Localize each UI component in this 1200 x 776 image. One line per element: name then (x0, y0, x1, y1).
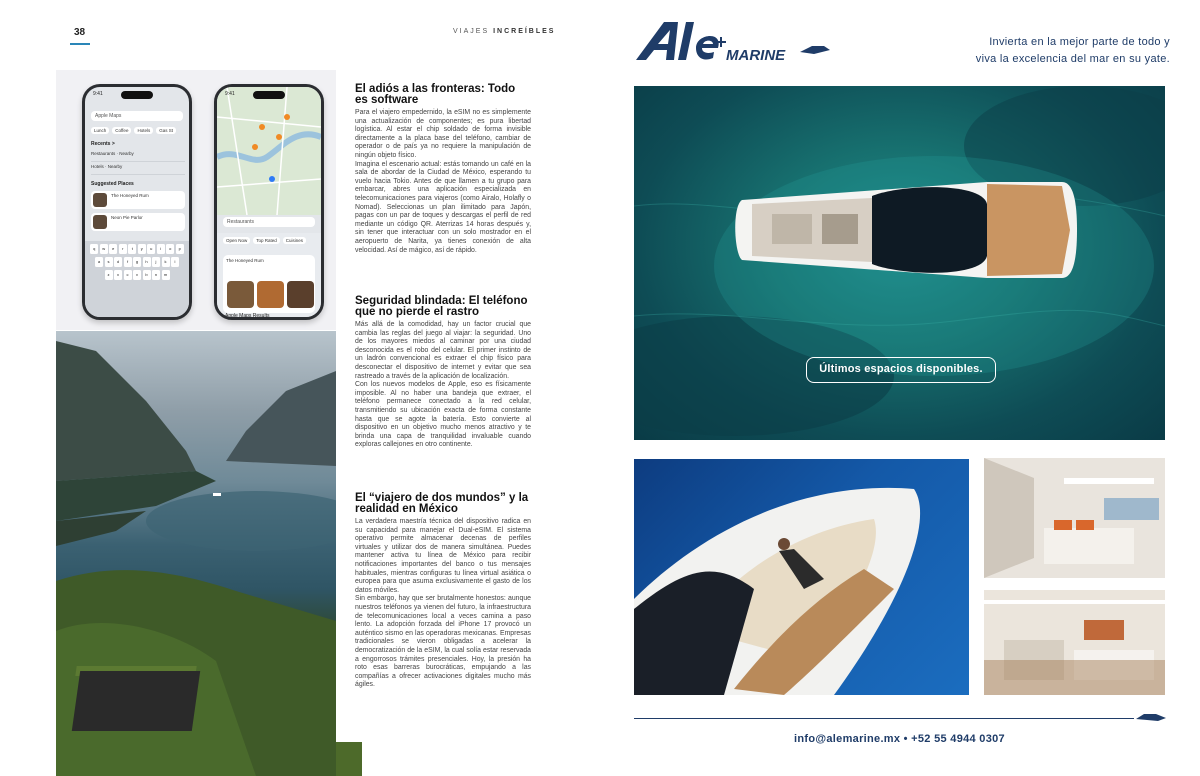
recents-heading: Recents > (91, 141, 115, 147)
article-section (355, 296, 531, 450)
keyboard-key: t (128, 244, 136, 254)
yacht-deck-photo (634, 459, 969, 695)
place-photos (227, 281, 314, 308)
place-photo (227, 281, 254, 308)
chip: Gas St (156, 127, 176, 134)
keyboard-key: p (176, 244, 184, 254)
keyboard-key: a (95, 257, 103, 267)
phone-time: 9:41 (93, 91, 103, 97)
article-heading: Seguridad blindada: El teléfono que no pierde el rastro (355, 295, 528, 318)
phone-notch (121, 91, 153, 99)
keyboard-key: g (133, 257, 141, 267)
keyboard-key: n (152, 270, 160, 280)
keyboard-key: f (124, 257, 132, 267)
hero-yacht-photo (634, 86, 1165, 440)
keyboard-key: q (90, 244, 98, 254)
cabin (72, 671, 200, 731)
section-title-bold: INCREÍBLES (493, 28, 556, 35)
filter-chip: Top Rated (253, 237, 280, 244)
keyboard-key: j (152, 257, 160, 267)
phone-category-chips (91, 127, 176, 134)
filter-chip: Open Now (223, 237, 250, 244)
suggested-heading: Suggested Places (91, 181, 134, 187)
yacht-topview (732, 174, 1077, 286)
keyboard-key: s (105, 257, 113, 267)
logo-marine-text: MARINE (726, 47, 786, 64)
keyboard-key: i (157, 244, 165, 254)
article-paragraph: Con los nuevos modelos de Apple, eso es físicamente imposible. Al no haber una bandeja que extraer, el teléfono permanece conectado a la red celular, transmitiendo su ubicación exacta de forma constante hasta que se agote la batería. Esto convierte al dispositivo en un objetivo mucho menos atractivo y te brinda una capa de tranquilidad invaluable cuando exploras callejones en otro continente. (355, 381, 531, 449)
chip: Coffee (112, 127, 131, 134)
phones-image (56, 70, 336, 330)
map-view (217, 87, 321, 215)
keyboard-key: v (133, 270, 141, 280)
keyboard-key: r (119, 244, 127, 254)
keyboard-key: z (105, 270, 113, 280)
keyboard-key: o (166, 244, 174, 254)
phone-notch (253, 91, 285, 99)
keyboard-row (85, 270, 189, 280)
keyboard-key: b (143, 270, 151, 280)
keyboard-key: u (147, 244, 155, 254)
chip: Lunch (91, 127, 109, 134)
keyboard-key: d (114, 257, 122, 267)
ale-marine-logo (634, 18, 834, 64)
tagline (960, 34, 1170, 68)
availability-badge: Últimos espacios disponibles. (806, 357, 996, 383)
tagline-line: viva la excelencia del mar en su yate. (975, 53, 1170, 65)
fjord-photo-extension (336, 742, 362, 776)
article-paragraph: Sin embargo, hay que ser brutalmente honestos: aunque nuestros teléfonos ya vienen del futuro, la infraestructura de telecomunicaciones local a veces camina a paso lento. La adopción forzada del iPhone 17 provocó un auténtico sismo en las operadoras mexicanas. Empresas tradicionales se vieron obligadas a acelerar la democratización de la eSIM, la cual solía estar reservada a engorrosos trámites presenciales. Hoy, la presión ha roto esas barreras burocráticas, empujando a las compañías a ofrecer activaciones digitales mucho más ágiles. (355, 595, 531, 689)
fjord-photo (56, 331, 336, 776)
cabin-interior (984, 458, 1165, 578)
keyboard-key: k (162, 257, 170, 267)
article-paragraph: La verdadera maestría técnica del dispositivo radica en su capacidad para manejar el Dual-eSIM. El sistema operativo permite almacenar decenas de perfiles virtuales y utilizar dos de manera simultánea. Puedes mantener activa tu línea de México para recibir notificaciones importantes del banco o tus mensajes habituales, mientras configuras tu línea virtual asiática o europea para que asuma exclusivamente el gasto de los datos móviles. (355, 518, 531, 594)
chip: Hotels (134, 127, 153, 134)
place-photo (287, 281, 314, 308)
phone-time: 9:41 (225, 91, 235, 97)
tagline-line: Invierta en la mejor parte de todo y (989, 36, 1170, 48)
suggested-card: The Honeyed Rum (91, 191, 185, 209)
keyboard-key: e (109, 244, 117, 254)
keyboard-row (85, 244, 189, 254)
place-name: The Honeyed Rum (226, 258, 264, 263)
page-number-rule (70, 43, 90, 45)
footer-rule (634, 718, 1134, 719)
article-section (355, 493, 531, 690)
article-section (355, 84, 531, 255)
keyboard-key: y (138, 244, 146, 254)
keyboard-key: h (143, 257, 151, 267)
keyboard-key: x (114, 270, 122, 280)
article-paragraph: Para el viajero empedernido, la eSIM no es simplemente una actualización de componentes; es pura libertad logística. Al estar el chip soldado de forma invisible directamente a la placa base del teléfono, cambiar de operador o de país ya no requiere la manipulación de ningún objeto físico. (355, 109, 531, 159)
article-paragraph: Imagina el escenario actual: estás tomando un café en la sala de abordar de la Ciudad de México, esperando tu vuelo hacia Tokio. Antes de que llamen a tu grupo para embarcar, abres una aplicación especializada en telecomunicaciones para viajeros (como Airalo, Holafly o Nomad). Seleccionas un plan ilimitado para Japón, pagas con un par de toques y descargas el perfil de red mediante un código QR. Aterrizas 14 horas después y, sin tener que interactuar con un solo mostrador en el aeropuerto de Narita, ya tienes conexión de alta velocidad. Así de mágico, así de rápido. (355, 160, 531, 254)
article-heading: El “viajero de dos mundos” y la realidad en México (355, 492, 529, 515)
suggested-card: Neon Pie Parlor (91, 213, 185, 231)
footer-boat-icon (1136, 710, 1166, 722)
map-footer: Apple Maps Results (225, 313, 270, 319)
phone-map-screen (214, 84, 324, 320)
keyboard-row (85, 257, 189, 267)
keyboard-key: c (124, 270, 132, 280)
section-title (453, 28, 555, 35)
map-filters (223, 237, 306, 244)
section-title-prefix: VIAJES (453, 28, 494, 35)
map-search-field: Restaurants (223, 217, 315, 227)
page-number: 38 (74, 27, 86, 38)
contact-info[interactable]: info@alemarine.mx • +52 55 4944 0307 (794, 733, 1005, 745)
yacht-suite-photo (984, 590, 1165, 695)
article-heading: El adiós a las fronteras: Todo es software (355, 83, 516, 106)
filter-chip: Cuisines (283, 237, 306, 244)
yacht-deck-scene (634, 459, 969, 695)
phone-keyboard (85, 241, 189, 317)
suite-interior (984, 590, 1165, 695)
recent-row: Hotels · Nearby (91, 164, 185, 175)
recent-row: Restaurants · Nearby (91, 151, 185, 162)
keyboard-key: l (171, 257, 179, 267)
keyboard-key: m (162, 270, 170, 280)
phone-search-field: Apple Maps (91, 111, 183, 121)
keyboard-key: w (100, 244, 108, 254)
yacht-cabin-photo (984, 458, 1165, 578)
article-paragraph: Más allá de la comodidad, hay un factor crucial que cambia las reglas del juego al viajar: la seguridad. Uno de los mayores miedos al caminar por una ciudad desconocida es el robo del celular. El primer instinto de un ladrón convencional es extraer el chip físico para desconectar el dispositivo de internet y evitar que sea rastreado a través de la aplicación de localización. (355, 321, 531, 380)
phone-search-screen (82, 84, 192, 320)
place-photo (257, 281, 284, 308)
